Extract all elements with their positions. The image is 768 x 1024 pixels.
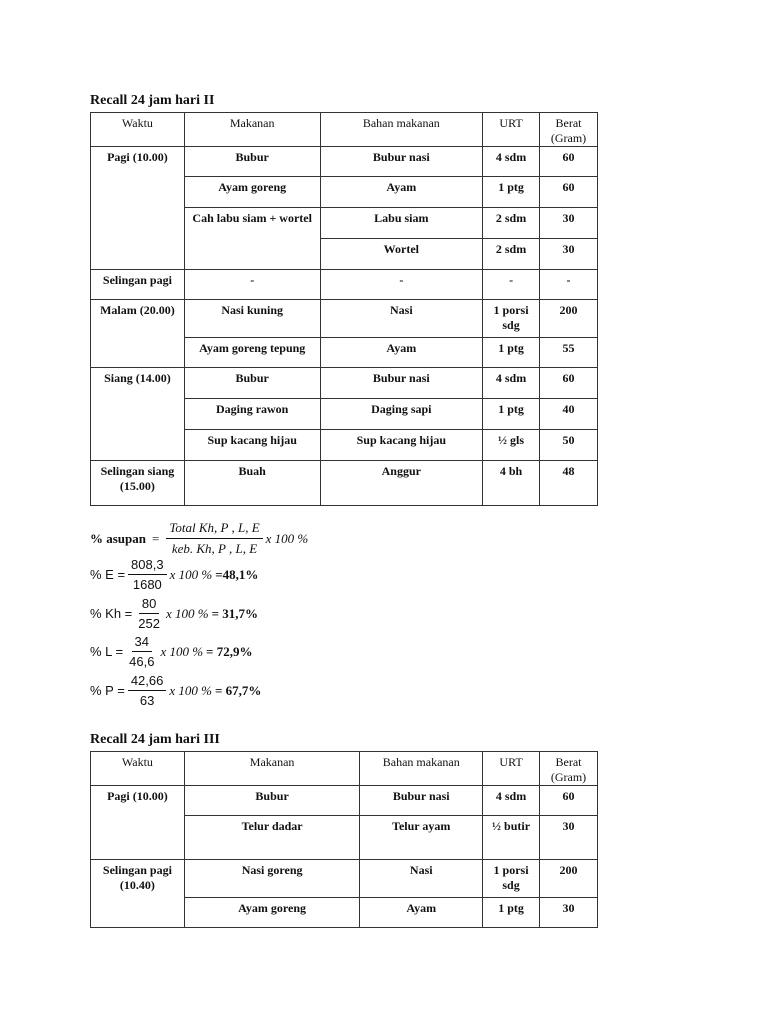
numerator: 34 bbox=[132, 634, 152, 652]
table-row bbox=[91, 368, 598, 399]
berat-cell: 60 bbox=[540, 786, 598, 816]
berat-cell: 200 bbox=[540, 300, 598, 338]
makanan-cell: Sup kacang hijau bbox=[184, 430, 320, 461]
waktu-cell: Selingan pagi (10.40) bbox=[91, 860, 185, 928]
berat-cell: - bbox=[540, 270, 598, 300]
formula-energy bbox=[90, 557, 258, 592]
makanan-cell: Ayam goreng tepung bbox=[184, 338, 320, 368]
multiplier: x 100 % bbox=[169, 566, 213, 582]
waktu-cell: Pagi (10.00) bbox=[91, 147, 185, 270]
header-makanan: Makanan bbox=[184, 752, 360, 786]
bahan-cell: Sup kacang hijau bbox=[320, 430, 483, 461]
table-row bbox=[91, 461, 598, 506]
berat-cell: 60 bbox=[540, 177, 598, 208]
table-row bbox=[91, 300, 598, 338]
header-urt: URT bbox=[483, 113, 540, 147]
makanan-cell: Daging rawon bbox=[184, 399, 320, 430]
bahan-cell: Telur ayam bbox=[360, 816, 483, 860]
recall-table-day2 bbox=[90, 112, 598, 506]
table-header-row bbox=[91, 752, 598, 786]
urt-cell: 4 sdm bbox=[483, 147, 540, 177]
urt-cell: 4 sdm bbox=[483, 368, 540, 399]
fraction bbox=[166, 520, 262, 557]
numerator: 80 bbox=[139, 596, 159, 614]
table-row bbox=[91, 786, 598, 816]
makanan-cell: Nasi goreng bbox=[184, 860, 360, 898]
formula-result: =48,1% bbox=[215, 566, 259, 582]
table-row bbox=[91, 270, 598, 300]
header-bahan: Bahan makanan bbox=[360, 752, 483, 786]
bahan-cell: Daging sapi bbox=[320, 399, 483, 430]
denominator: 46,6 bbox=[129, 654, 155, 669]
berat-cell: 60 bbox=[540, 368, 598, 399]
table-header-row bbox=[91, 113, 598, 147]
urt-cell: 1 porsi sdg bbox=[483, 860, 540, 898]
urt-cell: 2 sdm bbox=[483, 208, 540, 239]
urt-cell: 1 porsi sdg bbox=[483, 300, 540, 338]
table-row bbox=[91, 147, 598, 177]
makanan-cell: Ayam goreng bbox=[184, 177, 320, 208]
table1-title: Recall 24 jam hari II bbox=[90, 93, 215, 108]
header-makanan: Makanan bbox=[184, 113, 320, 147]
fraction bbox=[128, 673, 167, 708]
bahan-cell: Bubur nasi bbox=[360, 786, 483, 816]
berat-cell: 55 bbox=[540, 338, 598, 368]
denominator: 1680 bbox=[132, 577, 162, 592]
formula-label: % E = bbox=[90, 567, 126, 582]
header-berat: Berat (Gram) bbox=[540, 752, 598, 786]
header-waktu: Waktu bbox=[91, 113, 185, 147]
fraction bbox=[128, 557, 167, 592]
denominator: 63 bbox=[139, 693, 155, 708]
bahan-cell: Anggur bbox=[320, 461, 483, 506]
denominator: 252 bbox=[138, 616, 160, 631]
formula-label: % L = bbox=[90, 644, 124, 659]
formula-result: = 31,7% bbox=[211, 605, 259, 621]
bahan-cell: Labu siam bbox=[320, 208, 483, 239]
header-waktu: Waktu bbox=[91, 752, 185, 786]
urt-cell: 1 ptg bbox=[483, 898, 540, 928]
urt-cell: ½ gls bbox=[483, 430, 540, 461]
multiplier: x 100 % bbox=[160, 643, 204, 659]
berat-cell: 50 bbox=[540, 430, 598, 461]
berat-cell: 30 bbox=[540, 898, 598, 928]
bahan-cell: Bubur nasi bbox=[320, 147, 483, 177]
urt-cell: 2 sdm bbox=[483, 239, 540, 270]
multiplier: x 100 % bbox=[265, 530, 309, 546]
formula-fat bbox=[90, 634, 252, 669]
bahan-cell: Nasi bbox=[320, 300, 483, 338]
bahan-cell: Ayam bbox=[320, 338, 483, 368]
header-bahan: Bahan makanan bbox=[320, 113, 483, 147]
waktu-cell: Selingan pagi bbox=[91, 270, 185, 300]
waktu-cell: Malam (20.00) bbox=[91, 300, 185, 368]
urt-cell: 4 sdm bbox=[483, 786, 540, 816]
formula-result: = 67,7% bbox=[214, 682, 262, 698]
makanan-cell: Nasi kuning bbox=[184, 300, 320, 338]
waktu-cell: Siang (14.00) bbox=[91, 368, 185, 461]
formula-label: % Kh = bbox=[90, 606, 133, 621]
waktu-cell: Selingan siang (15.00) bbox=[91, 461, 185, 506]
header-berat: Berat (Gram) bbox=[540, 113, 598, 147]
bahan-cell: Nasi bbox=[360, 860, 483, 898]
equals-sign: = bbox=[152, 530, 160, 546]
bahan-cell: - bbox=[320, 270, 483, 300]
berat-cell: 30 bbox=[540, 208, 598, 239]
formula-result: = 72,9% bbox=[206, 643, 253, 659]
urt-cell: 4 bh bbox=[483, 461, 540, 506]
urt-cell: 1 ptg bbox=[483, 399, 540, 430]
berat-cell: 60 bbox=[540, 147, 598, 177]
bahan-cell: Wortel bbox=[320, 239, 483, 270]
bahan-cell: Ayam bbox=[360, 898, 483, 928]
urt-cell: ½ butir bbox=[483, 816, 540, 860]
makanan-cell: Ayam goreng bbox=[184, 898, 360, 928]
makanan-cell: Bubur bbox=[184, 786, 360, 816]
denominator: keb. Kh, P , L, E bbox=[171, 541, 258, 556]
makanan-cell: Cah labu siam + wortel bbox=[184, 208, 320, 270]
table2-title: Recall 24 jam hari III bbox=[90, 732, 220, 747]
urt-cell: - bbox=[483, 270, 540, 300]
recall-table-day3 bbox=[90, 751, 598, 928]
makanan-cell: Buah bbox=[184, 461, 320, 506]
bahan-cell: Bubur nasi bbox=[320, 368, 483, 399]
makanan-cell: Bubur bbox=[184, 147, 320, 177]
berat-cell: 40 bbox=[540, 399, 598, 430]
multiplier: x 100 % bbox=[165, 605, 209, 621]
makanan-cell: - bbox=[184, 270, 320, 300]
formula-label: % P = bbox=[90, 683, 125, 698]
makanan-cell: Telur dadar bbox=[184, 816, 360, 860]
formula-protein bbox=[90, 673, 261, 708]
urt-cell: 1 ptg bbox=[483, 177, 540, 208]
numerator: 42,66 bbox=[128, 673, 167, 691]
numerator: Total Kh, P , L, E bbox=[166, 520, 262, 539]
berat-cell: 48 bbox=[540, 461, 598, 506]
fraction bbox=[126, 634, 157, 669]
berat-cell: 30 bbox=[540, 239, 598, 270]
waktu-cell: Pagi (10.00) bbox=[91, 786, 185, 860]
fraction bbox=[135, 596, 163, 631]
formula-asupan bbox=[90, 520, 308, 557]
urt-cell: 1 ptg bbox=[483, 338, 540, 368]
formula-carbohydrate bbox=[90, 596, 258, 631]
bahan-cell: Ayam bbox=[320, 177, 483, 208]
berat-cell: 200 bbox=[540, 860, 598, 898]
multiplier: x 100 % bbox=[169, 682, 212, 698]
table-row bbox=[91, 860, 598, 898]
header-urt: URT bbox=[483, 752, 540, 786]
formula-label: % asupan bbox=[90, 530, 146, 546]
makanan-cell: Bubur bbox=[184, 368, 320, 399]
berat-cell: 30 bbox=[540, 816, 598, 860]
numerator: 808,3 bbox=[128, 557, 167, 575]
